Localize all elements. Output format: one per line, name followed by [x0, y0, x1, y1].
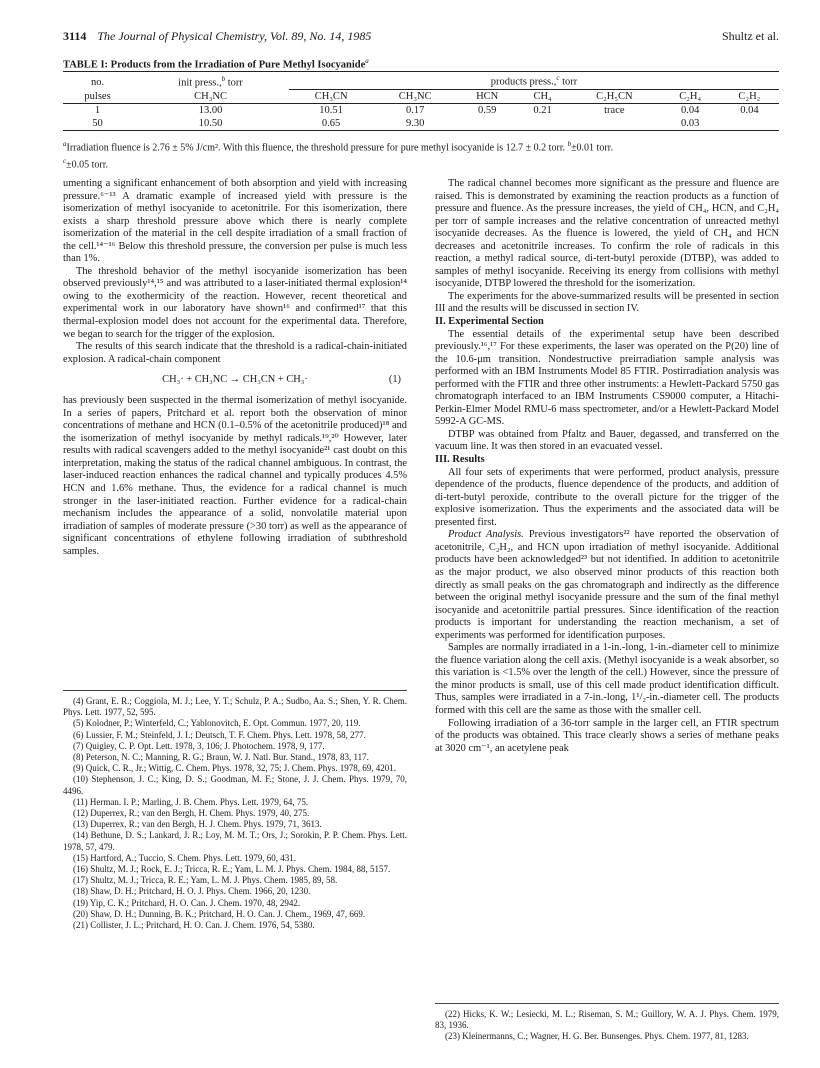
reference: (12) Duperrex, R.; van den Bergh, H. Chem. Phys. 1979, 40, 275. [73, 808, 310, 819]
reference: (22) Hicks, K. W.; Lesiecki, M. L.; Riseman, S. M.; Guillory, W. A. J. Phys. Chem. 1979, 83, 1936. [435, 1009, 779, 1031]
reference: (5) Kolodner, P.; Winterfeld, C.; Yablonovitch, E. Opt. Commun. 1977, 20, 119. [73, 718, 361, 729]
table-row: 1 13.00 10.51 0.17 0.59 0.21 trace 0.04 0.04 [94, 104, 759, 116]
equation-1: CH₃· + CH₃NC → CH₃CN + CH₃· (1) [162, 374, 401, 386]
footnote-rule [435, 1003, 779, 1004]
paragraph: Samples are normally irradiated in a 1-in.-long, 1-in.-diameter cell to minimize the fluence variation along the cell axis. (Methyl isocyanide is a weak absorber, so this variation is <1.5% over the length of the cell.) However, since the pressure of the minor products is small, use of this cell made product identification difficult. Thus, samples were irradiated in a 7-in.-long, 1¹/₂-in.-diameter cell. The products formed with this cell are the same as those with the smaller cell. [435, 642, 779, 716]
section-heading: III. Results [435, 454, 485, 466]
table-footnotes: $^a$Irradiation fluence is 2.76 ± 5% J/cm². With this fluence, the threshold pressure for pure methyl isocyanide is 12.7 ± 0.2 torr. $^b$±0.01 torr. $^c$±0.05 torr. [63, 140, 613, 171]
paragraph: The radical channel becomes more significant as the pressure and fluence are raised. This is demonstrated by examining the reaction products as a function of pressure and fluence. As the pressure increases, the yield of CH₄, HCN, and C₂H₄ per torr of sample increases and the relative concentration of unreacted methyl isocyanide decreases. As the fluence is lowered, the yield of CH₄ and HCN decreases and acetonitrile increases. To confirm the role of radicals in this reaction, a methyl radical source, di-tert-butyl peroxide (DTBP), was added to samples of methyl isocyanide. Receiving its energy from collisions with methyl isocyanide, DTBP lowered the threshold for the isomerization. [435, 178, 779, 290]
paragraph: The results of this search indicate that the threshold is a radical-chain-initiated explosion. A radical-chain component [63, 341, 407, 365]
reference: (23) Kleinermanns, C.; Wagner, H. G. Ber. Bunsenges. Phys. Chem. 1977, 81, 1283. [445, 1031, 749, 1042]
paragraph: DTBP was obtained from Pfaltz and Bauer, degassed, and transferred on the vacuum line. It was then stored in an evacuated vessel. [435, 428, 779, 453]
paragraph: Product Analysis. Previous investigators²² have reported the observation of acetonitrile, C₂H₂, and HCN upon irradiation of methyl isocyanide. Additional products have been acknowledged²³ but not identified. In addition to acetonitrile as the major product, we also observed minor products of this reaction both directly as small peaks on the gas chromatograph and indirectly as the difference between the original methyl isocyanide pressure and the sum of the final methyl isocyanide and acetonitrile partial pressures. Since identification of the reaction products is important for understanding the reaction mechanism, a set of experiments was performed for identification purposes. [435, 529, 779, 641]
page-number: 3114 [63, 29, 87, 43]
reference: (6) Lussier, F. M.; Steinfeld, J. I.; Deutsch, T. F. Chem. Phys. Lett. 1978, 58, 277. [73, 729, 366, 740]
right-column [435, 178, 779, 755]
paragraph: The essential details of the experimental setup have been described previously.¹⁶,¹⁷ For these experiments, the laser was operated on the P(20) line of the 10.6-μm transition. Nondestructive preirradiation sample analysis was performed with an IBM Instruments Model 85 FTIR. Postirradiation analysis was performed with the FTIR and three other instruments: a Hewlett-Packard 5750 gas chromatograph interfaced to an IBM Instruments CS9000 computer, a Hitachi-Perkin-Elmer Model RMU-6 mass spectrometer, and/or a Hewlett-Packard Model 5992-A GC-MS. [435, 328, 779, 428]
reference: (20) Shaw, D. H.; Dunning, B. K.; Pritchard, H. O. Can. J. Chem., 1969, 47, 669. [73, 908, 366, 919]
reference: (18) Shaw, D. H.; Pritchard, H. O. J. Phys. Chem. 1966, 20, 1230. [73, 886, 311, 897]
species-header: C₂H₄ [661, 89, 720, 103]
reference: (16) Shultz, M. J.; Rock, E. J.; Tricca, R. E.; Yam, L. M. J. Phys. Chem. 1984, 88, 5157. [73, 864, 391, 875]
reference: (8) Peterson, N. C.; Manning, R. G.; Braun, W. J. Natl. Bur. Stand., 1978, 83, 117. [73, 752, 369, 763]
journal-citation: The Journal of Physical Chemistry, Vol. 89, No. 14, 1985 [97, 29, 372, 43]
running-authors: Shultz et al. [722, 29, 779, 43]
reference: (14) Bethune, D. S.; Lankard, J. R.; Loy, M. M. T.; Ors, J.; Sorokin, P. P. Chem. Phys. Lett. 1978, 57, 479. [63, 830, 407, 852]
paragraph: The threshold behavior of the methyl isocyanide isomerization has been observed previously¹⁴,¹⁵ and was attributed to a laser-initiated thermal explosion¹⁴ owing to the exothermicity of the reaction. However, recent theoretical and experimental work in our laboratory have shown¹⁶ and confirmed¹⁷ that this thermal-explosion model does not account for the experimental data. Therefore, we began to search for the trigger of the explosion. [63, 265, 407, 340]
references-left [63, 690, 407, 931]
col-header-products: products press.,$^c$ torr [289, 72, 779, 90]
species-header: CH₃NC [373, 89, 457, 103]
reference: (7) Quigley, C. P. Opt. Lett. 1978, 3, 106; J. Photochem. 1978, 9, 177. [73, 740, 325, 751]
col-header-init: init press.,$^b$ torr [132, 72, 289, 90]
col-header-pulses: pulses [63, 89, 132, 103]
reference: (17) Shultz, M. J.; Tricca, R. E.; Yam, L. M. J. Phys. Chem. 1985, 89, 58. [73, 875, 338, 886]
col-header-no: no. [63, 72, 132, 90]
reference: (15) Hartford, A.; Tuccio, S. Chem. Phys. Lett. 1979, 60, 431. [73, 852, 296, 863]
table-caption: TABLE I: Products from the Irradiation of Pure Methyl Isocyanide$^a$ [63, 57, 369, 71]
species-header: HCN [457, 89, 517, 103]
reference: (21) Collister, J. L.; Pritchard, H. O. Can. J. Chem. 1976, 54, 5380. [73, 920, 315, 931]
left-column [63, 178, 407, 558]
col-header-init-species: CH₃NC [132, 89, 289, 103]
reference: (10) Stephenson, J. C.; King, D. S.; Goodman, M. F.; Stone, J. J. Chem. Phys. 1979, 70, 4496. [63, 774, 407, 796]
references-right [435, 1003, 779, 1043]
section-heading: II. Experimental Section [435, 316, 544, 328]
footnote-rule [63, 690, 407, 691]
paragraph: has previously been suspected in the thermal isomerization of methyl isocyanide. In a series of papers, Pritchard et al. report both the observation of minor concentrations of methane and HCN (0.1–0.5% of the acetonitrile produced)¹⁸ and the isomerization of methyl isocyanide by methyl radicals.¹⁹,²⁰ However, later results with radical scavengers added to the methyl isocyanide²¹ cast doubt on this interpretation, making the status of the radical channel ambiguous. In contrast, the laser-induced reaction enhances the radical channel and typically produces 4.5% HCN and 1.6% methane. Thus, the evidence for a radical channel is much stronger in the laser-initiated reaction. Further evidence for a radical-chain mechanism includes the appearance of a solid, nonvolatile material upon irradiation of samples of moderate pressure (>30 torr) as well as the appearance of significant concentrations of ethylene following irradiation of subthreshold samples. [63, 395, 407, 557]
species-header: C₂H₅CN [568, 89, 660, 103]
equation-number: (1) [388, 374, 401, 386]
reference: (11) Herman. I. P.; Marling, J. B. Chem. Phys. Lett. 1979, 64, 75. [73, 796, 309, 807]
paragraph: The experiments for the above-summarized results will be presented in section III and the results will be discussed in section IV. [435, 290, 779, 315]
table-row: 50 10.50 0.65 9.30 0.03 [63, 117, 779, 131]
reference: (9) Quick, C. R., Jr.; Wittig, C. Chem. Phys. 1978, 32, 75; J. Chem. Phys. 1978, 69, 4201. [73, 763, 396, 774]
species-header: CH₃CN [289, 89, 373, 103]
species-header: C₂H₂ [720, 89, 779, 103]
species-header: CH₄ [517, 89, 568, 103]
paragraph: umenting a significant enhancement of both absorption and yield with increasing pressure.⁶⁻¹³ A dramatic example of increased yield with pressure is the isomerization of methyl isocyanide to acetonitrile. For this isomerization, there exists a sharp threshold pressure above which there is nearly complete isomerization of the material in the cell despite irradiation of a small fraction of the cell.¹⁴⁻¹⁶ Below this threshold pressure, the conversion per pulse is much less than 1%. [63, 178, 407, 265]
reference: (19) Yip, C. K.; Pritchard, H. O. Can. J. Chem. 1970, 48, 2942. [73, 897, 301, 908]
reference: (13) Duperrex, R.; van den Bergh, H. J. Chem. Phys. 1979, 71, 3613. [73, 819, 322, 830]
paragraph: All four sets of experiments that were performed, product analysis, pressure dependence of the products, fluence dependence of the products, and addition of di-tert-butyl peroxide, contribute to the overall picture for the trigger of the explosive isomerization. Thus the experiments and the associated data will be presented first. [435, 466, 779, 528]
reference: (4) Grant, E. R.; Coggiola, M. J.; Lee, Y. T.; Schulz, P. A.; Sudbo, Aa. S.; Shen, Y. R. Chem. Phys. Lett. 1977, 52, 595. [63, 696, 407, 718]
running-header [63, 29, 779, 47]
products-table [63, 71, 779, 131]
paragraph: Following irradiation of a 36-torr sample in the larger cell, an FTIR spectrum of the products was obtained. This trace clearly shows a series of methane peaks at 3020 cm⁻¹, an acetylene peak [435, 717, 779, 754]
